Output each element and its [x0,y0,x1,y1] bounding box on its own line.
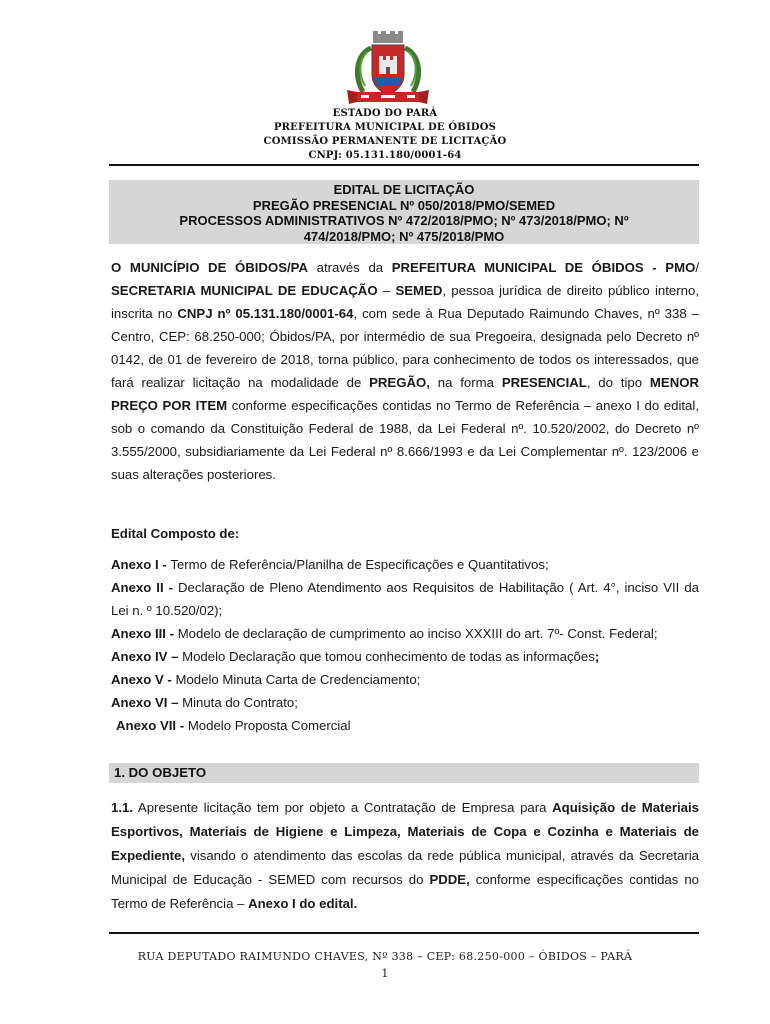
commission-name: COMISSÃO PERMANENTE DE LICITAÇÃO [263,136,507,147]
processes-line-cont: 474/2018/PMO; Nº 475/2018/PMO [303,228,505,244]
header-divider [109,164,699,166]
annex-item: Anexo V - Modelo Minuta Carta de Credenciamento; [111,672,421,687]
annex-item: Anexo III - Modelo de declaração de cumprimento ao inciso XXXIII do art. 7º- Const. Federal; [111,626,658,641]
footer-divider [109,932,699,934]
footer-address: RUA DEPUTADO RAIMUNDO CHAVES, Nº 338 – CEP: 68.250-000 – ÓBIDOS – PARÁ [137,950,633,963]
state-name: ESTADO DO PARÁ [332,108,438,119]
cnpj-line: CNPJ: 05.131.180/0001-64 [308,150,462,161]
edital-title-box [109,180,699,244]
annex-item: Anexo VI – Minuta do Contrato; [111,695,298,710]
objeto-paragraph: 1.1. Apresente licitação tem por objeto a Contratação de Empresa para Aquisição de Materiais Esportivos, Materiais de Higiene e Limpeza, Materiais de Copa e Cozinha e Materiais de Expediente, visando o atendimento das escolas da rede pública municipal, através da Secretaria Municipal de Educação - SEMED com recursos do PDDE, conforme especificações contidas no Termo de Referência – Anexo I do edital. [111,800,699,911]
annex-item: Anexo II - Declaração de Pleno Atendimento aos Requisitos de Habilitação ( Art. 4°, inciso VII da Lei n. º 10.520/02); [111,580,699,618]
annex-item: Anexo I - Termo de Referência/Planilha de Especificações e Quantitativos; [111,557,549,572]
edital-title: EDITAL DE LICITAÇÃO [333,182,475,197]
pregao-number: PREGÃO PRESENCIAL Nº 050/2018/PMO/SEMED [252,197,556,213]
intro-paragraph: O MUNICÍPIO DE ÓBIDOS/PA através da PREFEITURA MUNICIPAL DE ÓBIDOS - PMO/ SECRETARIA MUNICIPAL DE EDUCAÇÃO – SEMED, pessoa jurídica de direito público interno, inscrita no CNPJ nº 05.131.180/0001-64, com sede à Rua Deputado Raimundo Chaves, nº 338 – Centro, CEP: 68.250-000; Óbidos/PA, por intermédio de sua Pregoeira, designada pelo Decreto nº 0142, de 01 de fevereiro de 2018, torna público, para conhecimento de todos os interessados, que fará realizar licitação na modalidade de PREGÃO, na forma PRESENCIAL, do tipo MENOR PREÇO POR ITEM conforme especificações contidas no Termo de Referência – anexo I do edital, sob o comando da Constituição Federal de 1988, da Lei Federal nº. 10.520/2002, do Decreto nº 3.555/2000, subsidiariamente da Lei Federal nº 8.666/1993 e da Lei Complementar nº. 123/2006 e suas alterações posteriores. [111,260,699,482]
annex-item: Anexo VII - Modelo Proposta Comercial [116,718,351,733]
section-heading-objeto: 1. DO OBJETO [109,763,699,783]
composition-heading: Edital Composto de: [111,526,240,541]
letterhead [0,107,770,163]
processes-line: PROCESSOS ADMINISTRATIVOS Nº 472/2018/PMO; Nº 473/2018/PMO; Nº [179,213,629,228]
annex-item: Anexo IV – Modelo Declaração que tomou conhecimento de todas as informações; [111,649,600,664]
page-footer [0,948,770,982]
annex-list [111,553,699,737]
coat-of-arms-icon [343,30,433,108]
page-number: 1 [381,967,389,980]
city-hall-name: PREFEITURA MUNICIPAL DE ÓBIDOS [273,122,497,133]
